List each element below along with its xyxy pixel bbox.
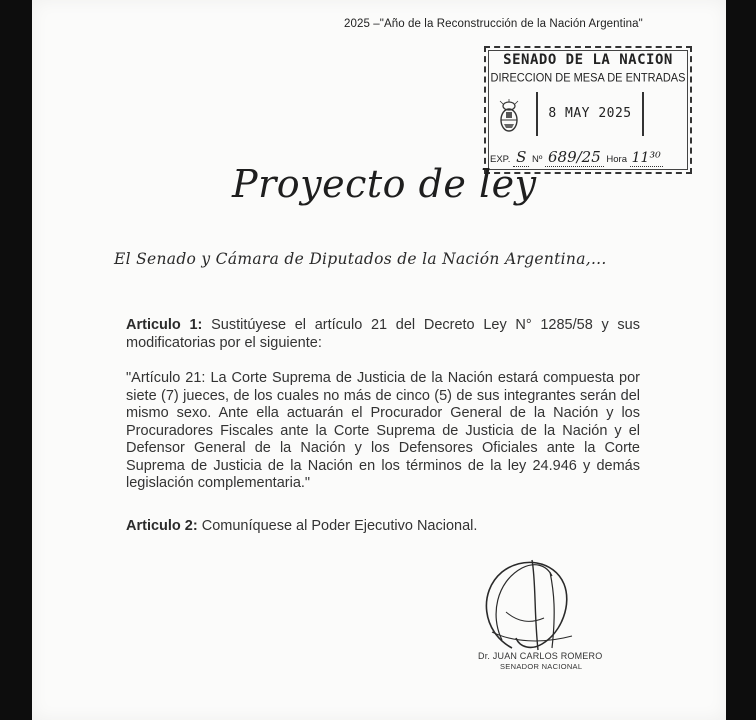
- number-value: 689/25: [545, 148, 604, 167]
- signatory-name: Dr. JUAN CARLOS ROMERO: [478, 651, 603, 661]
- article-1-label: Articulo 1:: [126, 317, 203, 333]
- year-banner: 2025 –"Año de la Reconstrucción de la Nación Argentina": [344, 18, 643, 30]
- stamp-date-box: [536, 92, 644, 136]
- document-title: Proyecto de ley: [232, 162, 537, 206]
- article-2-text: Comuníquese al Poder Ejecutivo Nacional.: [201, 518, 478, 534]
- argentine-coat-of-arms-icon: [498, 98, 520, 134]
- article-2: [126, 518, 640, 536]
- article-21-replacement: [126, 370, 640, 493]
- article-21-text: "Artículo 21: La Corte Suprema de Justicia de la Nación estará compuesta por siete (7) jueces, de los cuales no más de cinco (5) de sus integrantes serán del mismo sexo. Ante ella actuarán el Procurador General de la Nación y los Procuradores Fiscales ante la Corte Suprema de Justicia de la Nación y el Defensor General de la Nación y los Defensores Oficiales ante la Corte Suprema de Justicia de la Nación en los términos de la ley 24.946 y demás legislación complementaria.": [126, 370, 640, 491]
- exp-value: S: [513, 148, 529, 167]
- number-label: Nº: [532, 154, 543, 165]
- senate-reception-stamp: [484, 46, 692, 174]
- enacting-clause: El Senado y Cámara de Diputados de la Nación Argentina,...: [114, 250, 607, 268]
- article-1-text: Sustitúyese el artículo 21 del Decreto Ley N° 1285/58 y sus modificatorias por el siguiente:: [126, 317, 640, 351]
- hour-value: 11³⁰: [631, 150, 661, 166]
- article-2-label: Articulo 2:: [126, 518, 198, 534]
- hour-label: Hora: [606, 154, 627, 165]
- article-1: [126, 317, 640, 352]
- signatory-title: SENADOR NACIONAL: [500, 662, 583, 671]
- exp-label: EXP.: [490, 154, 511, 165]
- handwritten-signature: [472, 552, 592, 656]
- document-page: [32, 0, 726, 720]
- stamp-title: SENADO DE LA NACION: [503, 52, 673, 68]
- stamp-date: 8 MAY 2025: [548, 106, 632, 121]
- stamp-subtitle: DIRECCION DE MESA DE ENTRADAS: [490, 71, 686, 85]
